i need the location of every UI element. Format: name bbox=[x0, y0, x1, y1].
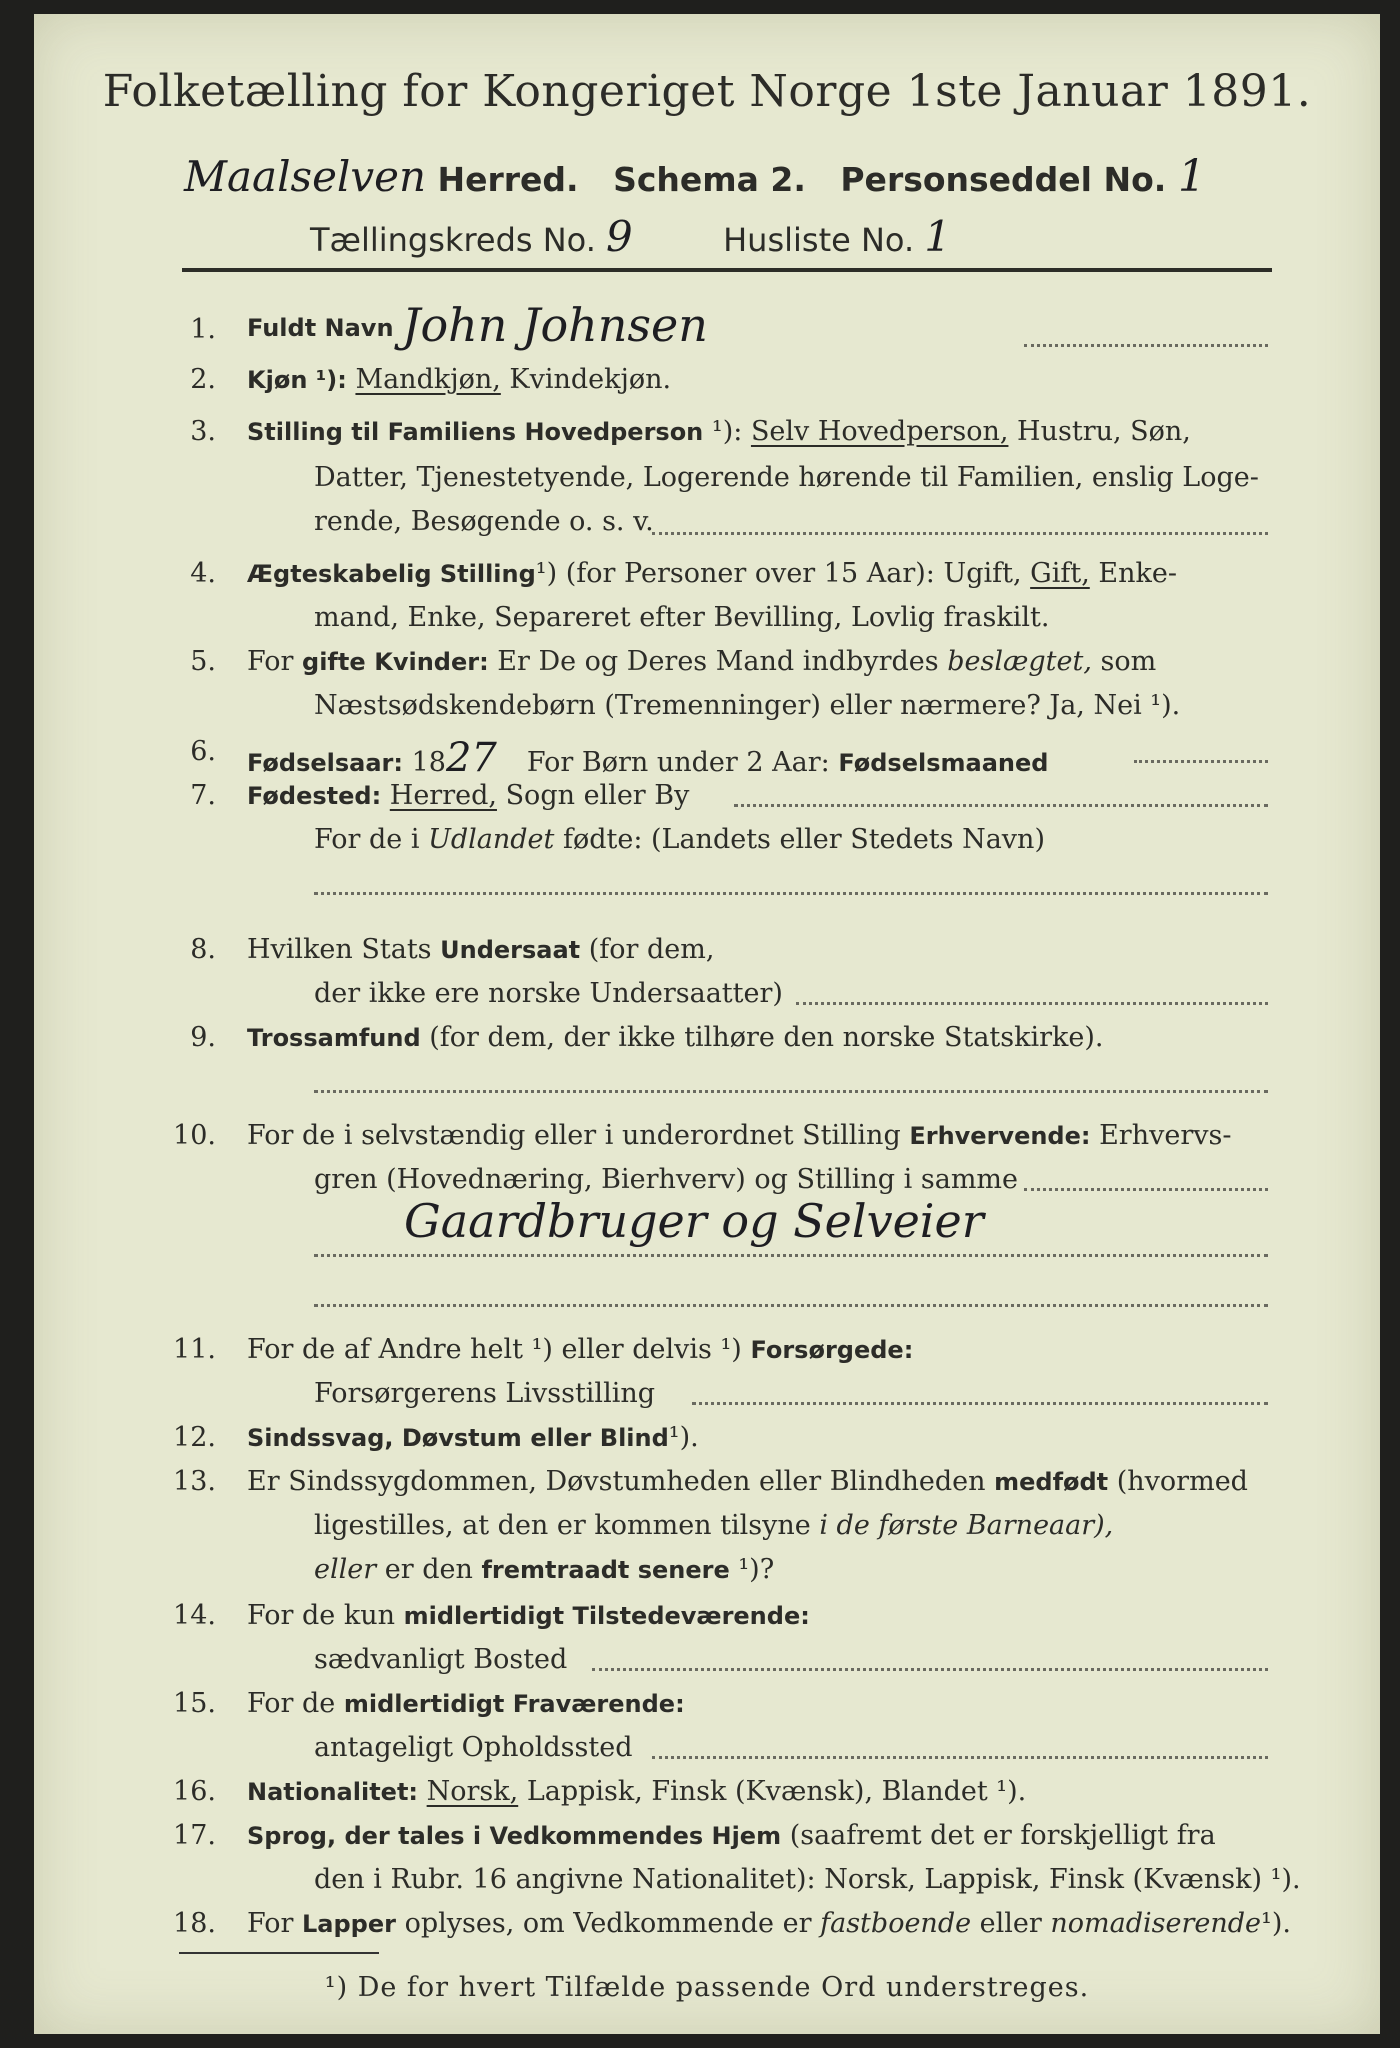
marital-options: ¹) (for Personer over 15 Aar): Ugift, bbox=[535, 558, 1022, 589]
personseddel-label: Personseddel No. bbox=[840, 160, 1167, 199]
text-bold: Blind bbox=[599, 1424, 669, 1452]
text: For de af Andre helt ¹) eller delvis ¹) bbox=[247, 1334, 742, 1365]
birth-month-label: Fødselsmaaned bbox=[838, 749, 1049, 777]
dotted-line bbox=[652, 1756, 1268, 1759]
dotted-line bbox=[314, 1304, 1268, 1307]
sex-option-male: Mandkjøn, bbox=[355, 364, 501, 395]
text: antageligt Opholdssted bbox=[314, 1732, 633, 1763]
kreds-row bbox=[310, 212, 951, 261]
kreds-value: 9 bbox=[606, 212, 633, 261]
text-bold: midlertidigt Fraværende: bbox=[343, 1690, 685, 1718]
birth-year-value: 27 bbox=[445, 735, 497, 781]
item-number: 1. bbox=[190, 314, 216, 345]
text: Er De og Deres Mand indbyrdes bbox=[497, 646, 939, 677]
marital-options-2: mand, Enke, Separeret efter Bevilling, Lovlig fraskilt. bbox=[314, 602, 1050, 633]
occupation-label: Erhvervende: bbox=[909, 1122, 1091, 1150]
dotted-line bbox=[734, 804, 1268, 807]
dotted-line bbox=[796, 1002, 1268, 1005]
marital-label: Ægteskabelig Stilling bbox=[247, 560, 536, 588]
text: der ikke ere norske Undersaatter) bbox=[314, 978, 783, 1009]
item-number: 9. bbox=[190, 1022, 216, 1053]
text: er den bbox=[384, 1554, 473, 1585]
text-bold: medfødt bbox=[994, 1468, 1109, 1496]
item-number: 18. bbox=[173, 1908, 216, 1939]
herred-label: Herred. bbox=[437, 160, 579, 199]
text: (for dem, bbox=[588, 934, 715, 965]
language-label: Sprog, der tales i Vedkommendes Hjem bbox=[247, 1822, 782, 1850]
position-label: Stilling til Familiens Hovedperson bbox=[247, 418, 704, 446]
text: For de i selvstændig eller i underordnet Stilling bbox=[247, 1120, 901, 1151]
husliste-label: Husliste No. bbox=[723, 221, 915, 259]
text-italic: nomadiserende bbox=[1050, 1908, 1262, 1939]
text: For de bbox=[247, 1688, 336, 1719]
text-bold: Undersaat bbox=[440, 936, 581, 964]
text-bold: eller bbox=[530, 1424, 592, 1452]
footnote-mark: ¹): bbox=[711, 416, 743, 447]
text: (hvormed bbox=[1116, 1466, 1248, 1497]
birth-year-prefix: 18 bbox=[411, 747, 446, 778]
herred-row bbox=[184, 151, 1206, 202]
text-bold: Sindssvag, Døvstum bbox=[247, 1424, 522, 1452]
marital-options-tail: Enke- bbox=[1098, 558, 1177, 589]
text-italic: fastboende bbox=[820, 1908, 972, 1939]
personseddel-value: 1 bbox=[1177, 151, 1206, 202]
position-options-3: rende, Besøgende o. s. v. bbox=[314, 506, 654, 537]
item-number: 13. bbox=[173, 1466, 216, 1497]
text-italic: eller bbox=[314, 1554, 377, 1585]
name-label: Fuldt Navn bbox=[247, 314, 394, 342]
text-bold: gifte bbox=[302, 648, 366, 676]
text: For Børn under 2 Aar: bbox=[526, 747, 830, 778]
nationality-label: Nationalitet: bbox=[247, 1778, 419, 1806]
dotted-line bbox=[652, 532, 1268, 535]
text: som bbox=[1100, 646, 1157, 677]
item-number: 16. bbox=[173, 1776, 216, 1807]
text: For de i bbox=[314, 824, 420, 855]
text: Erhvervs- bbox=[1099, 1120, 1232, 1151]
item-number: 6. bbox=[190, 736, 216, 767]
census-form-page bbox=[34, 14, 1380, 2034]
occupation-value: Gaardbruger og Selveier bbox=[404, 1194, 984, 1248]
position-options-2: Datter, Tjenestetyende, Logerende hørende til Familien, enslig Loge- bbox=[314, 462, 1259, 493]
birthplace-selected: Herred, bbox=[389, 780, 497, 811]
position-selected: Selv Hovedperson, bbox=[750, 416, 1009, 447]
item-number: 14. bbox=[173, 1600, 216, 1631]
text: Næstsødskendebørn (Tremenninger) eller nærmere? Ja, Nei ¹). bbox=[314, 690, 1181, 721]
footnote-rule bbox=[179, 1952, 379, 1954]
kreds-label: Tællingskreds No. bbox=[310, 221, 596, 259]
sex-option-female: Kvindekjøn. bbox=[509, 364, 672, 395]
dotted-line bbox=[314, 1254, 1268, 1257]
text: eller bbox=[979, 1908, 1042, 1939]
religion-label: Trossamfund bbox=[247, 1024, 421, 1052]
text-bold: Forsørgede: bbox=[750, 1336, 914, 1364]
husliste-value: 1 bbox=[924, 212, 952, 261]
item-number: 8. bbox=[190, 934, 216, 965]
item-number: 5. bbox=[190, 646, 216, 677]
item-number: 17. bbox=[173, 1820, 216, 1851]
text: den i Rubr. 16 angivne Nationalitet): Norsk, Lappisk, Finsk (Kvænsk) ¹). bbox=[314, 1864, 1301, 1895]
text: Sogn eller By bbox=[505, 780, 690, 811]
text: ligestilles, at den er kommen tilsyne bbox=[314, 1510, 811, 1541]
text: For bbox=[247, 1908, 294, 1939]
text: oplyses, om Vedkommende er bbox=[404, 1908, 812, 1939]
dotted-line bbox=[1024, 1188, 1268, 1191]
footnote: ¹) De for hvert Tilfælde passende Ord understreges. bbox=[324, 1972, 1090, 2003]
herred-value: Maalselven bbox=[184, 152, 426, 201]
sex-label: Kjøn ¹): bbox=[247, 366, 347, 394]
nationality-selected: Norsk, bbox=[426, 1776, 519, 1807]
birth-year-label: Fødselsaar: bbox=[247, 749, 403, 777]
form-title: Folketælling for Kongeriget Norge 1ste Januar 1891. bbox=[102, 66, 1312, 117]
footnote-mark: ¹). bbox=[668, 1422, 699, 1453]
nationality-options: Lappisk, Finsk (Kvænsk), Blandet ¹). bbox=[526, 1776, 1027, 1807]
item-number: 3. bbox=[190, 416, 216, 447]
position-options: Hustru, Søn, bbox=[1017, 416, 1191, 447]
item-number: 2. bbox=[190, 364, 216, 395]
item-number: 10. bbox=[173, 1120, 216, 1151]
text-italic: i de første Barneaar), bbox=[819, 1510, 1114, 1541]
dotted-line bbox=[592, 1668, 1268, 1671]
dotted-line bbox=[1024, 344, 1268, 347]
footnote-mark: ¹). bbox=[1261, 1908, 1291, 1939]
item-number: 15. bbox=[173, 1688, 216, 1719]
text-bold: fremtraadt senere bbox=[481, 1556, 730, 1584]
footnote-mark: ¹)? bbox=[738, 1554, 775, 1585]
text-bold: midlertidigt Tilstedeværende: bbox=[403, 1602, 810, 1630]
header-rule bbox=[182, 268, 1272, 272]
text: Hvilken Stats bbox=[247, 934, 432, 965]
dotted-line bbox=[314, 1090, 1268, 1093]
text: (for dem, der ikke tilhøre den norske Statskirke). bbox=[429, 1022, 1104, 1053]
text-italic: Udlandet bbox=[428, 824, 555, 855]
text: sædvanligt Bosted bbox=[314, 1644, 568, 1675]
birthplace-label: Fødested: bbox=[247, 782, 382, 810]
text: Forsørgerens Livsstilling bbox=[314, 1378, 656, 1409]
text: Er Sindssygdommen, Døvstumheden eller Blindheden bbox=[247, 1466, 986, 1497]
schema-label: Schema 2. bbox=[613, 160, 806, 199]
text: (saafremt det er forskjelligt fra bbox=[789, 1820, 1216, 1851]
dotted-line bbox=[314, 892, 1268, 895]
item-number: 7. bbox=[190, 780, 216, 811]
text: fødte: (Landets eller Stedets Navn) bbox=[562, 824, 1045, 855]
text: For de kun bbox=[247, 1600, 395, 1631]
name-value: John Johnsen bbox=[402, 298, 708, 352]
marital-selected: Gift, bbox=[1030, 558, 1090, 589]
text: For bbox=[247, 646, 294, 677]
dotted-line bbox=[1134, 760, 1268, 763]
item-number: 4. bbox=[190, 558, 216, 589]
text-bold: Kvinder: bbox=[374, 648, 489, 676]
dotted-line bbox=[692, 1402, 1268, 1405]
text: gren (Hovednæring, Bierhverv) og Stilling i samme bbox=[314, 1164, 1019, 1195]
text-bold: Lapper bbox=[302, 1910, 396, 1938]
text-italic: beslægtet, bbox=[947, 646, 1092, 677]
item-number: 12. bbox=[173, 1422, 216, 1453]
item-number: 11. bbox=[173, 1334, 216, 1365]
